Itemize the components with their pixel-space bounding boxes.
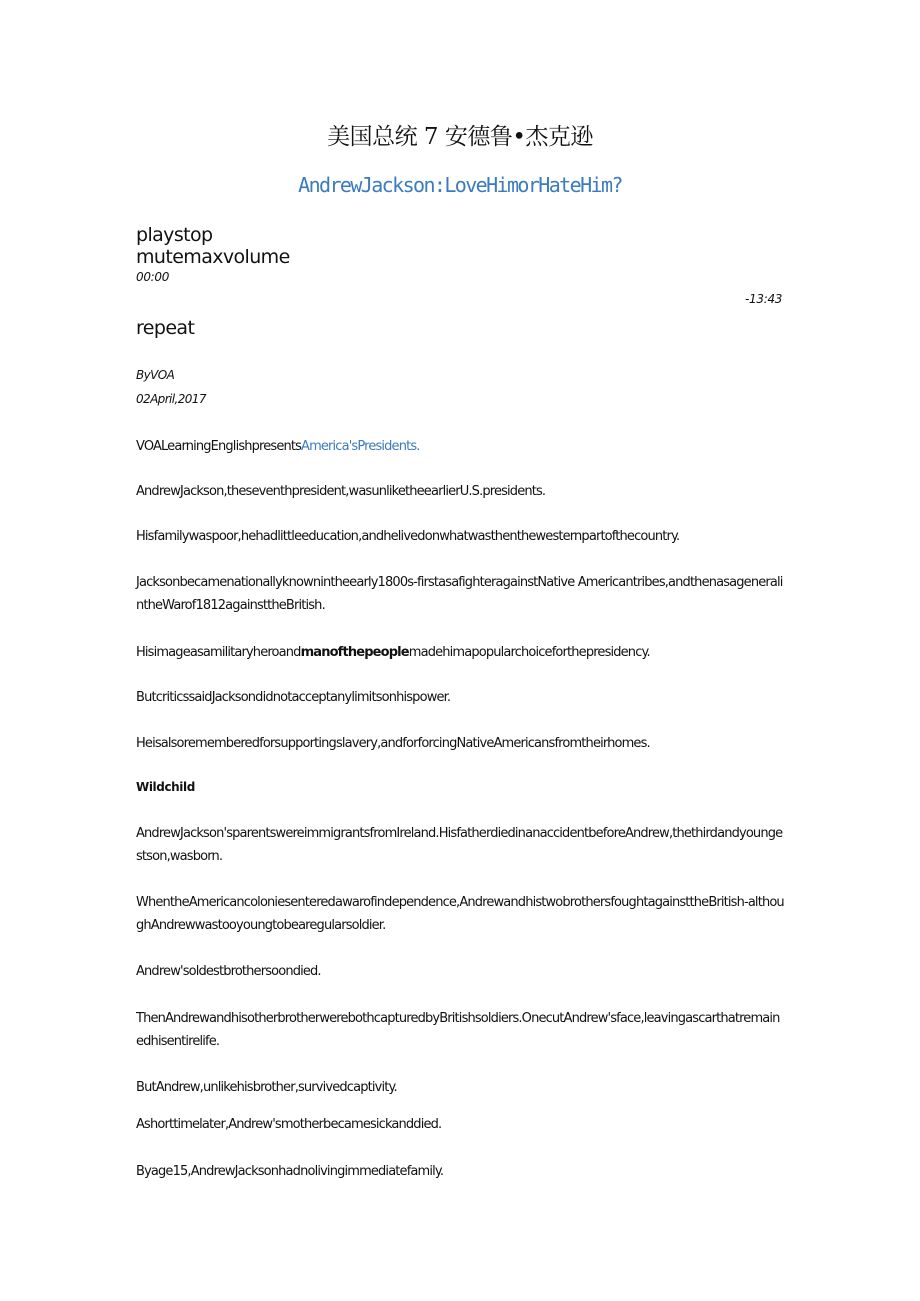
paragraph-11: ButAndrew,unlikehisbrother,survivedcaptivity. — [136, 1080, 397, 1095]
play-stop-control[interactable]: playstop — [136, 224, 213, 246]
paragraph-4-prefix: Hisimageasamilitaryheroand — [136, 645, 301, 660]
page-title-english: AndrewJackson:LoveHimorHateHim? — [298, 173, 622, 197]
paragraph-3: Jacksonbecamenationallyknownintheearly1800s-firstasafighteragainstNative Americantribes,andthenasageneralintheWarof1812againsttheBritish. — [136, 575, 783, 613]
paragraph-4-emphasis: manofthepeople — [300, 645, 409, 660]
paragraph-2: Hisfamilywaspoor,hehadlittleeducation,andhelivedonwhatwasthenthewesternpartofthecountry. — [136, 529, 680, 544]
publish-date: 02April,2017 — [136, 392, 206, 406]
intro-paragraph — [136, 435, 784, 458]
byline: ByVOA — [136, 368, 175, 382]
repeat-control[interactable]: repeat — [136, 317, 195, 339]
paragraph-10: ThenAndrewandhisotherbrotherwerebothcapturedbyBritishsoldiers.OnecutAndrew'sface,leavingascarthatremainedhisentirelife. — [136, 1011, 780, 1049]
paragraph-4-suffix: madehimapopularchoiceforthepresidency. — [408, 645, 650, 660]
page-title-chinese: 美国总统 7 安德鲁•杰克逊 — [327, 124, 593, 150]
current-time: 00:00 — [136, 270, 170, 284]
paragraph-9: Andrew'soldestbrothersoondied. — [136, 964, 321, 979]
remaining-time: -13:43 — [745, 292, 783, 306]
section-heading: Wildchild — [136, 780, 195, 794]
paragraph-12: Ashorttimelater,Andrew'smotherbecamesickanddied. — [136, 1117, 442, 1132]
paragraph-1: AndrewJackson,theseventhpresident,wasunliketheearlierU.S.presidents. — [136, 484, 546, 499]
paragraph-7: AndrewJackson'sparentswereimmigrantsfromIreland.HisfatherdiedinanaccidentbeforeAndrew,thethirdandyoungestson,wasborn. — [136, 826, 783, 864]
paragraph-6: Heisalsorememberedforsupportingslavery,andforforcingNativeAmericansfromtheirhomes. — [136, 736, 650, 751]
mute-volume-control[interactable]: mutemaxvolume — [136, 246, 290, 268]
americas-presidents-link[interactable]: America'sPresidents. — [301, 439, 420, 454]
paragraph-8: WhentheAmericancoloniesenteredawarofindependence,AndrewandhistwobrothersfoughtagainsttheBritish-althoughAndrewwastooyoungtobearegularsoldier. — [136, 895, 784, 933]
paragraph-5: ButcriticssaidJacksondidnotacceptanylimitsonhispower. — [136, 690, 451, 705]
paragraph-13: Byage15,AndrewJacksonhadnolivingimmediatefamily. — [136, 1164, 444, 1179]
paragraph-4 — [136, 641, 784, 664]
intro-text: VOALearningEnglishpresents — [136, 439, 302, 454]
